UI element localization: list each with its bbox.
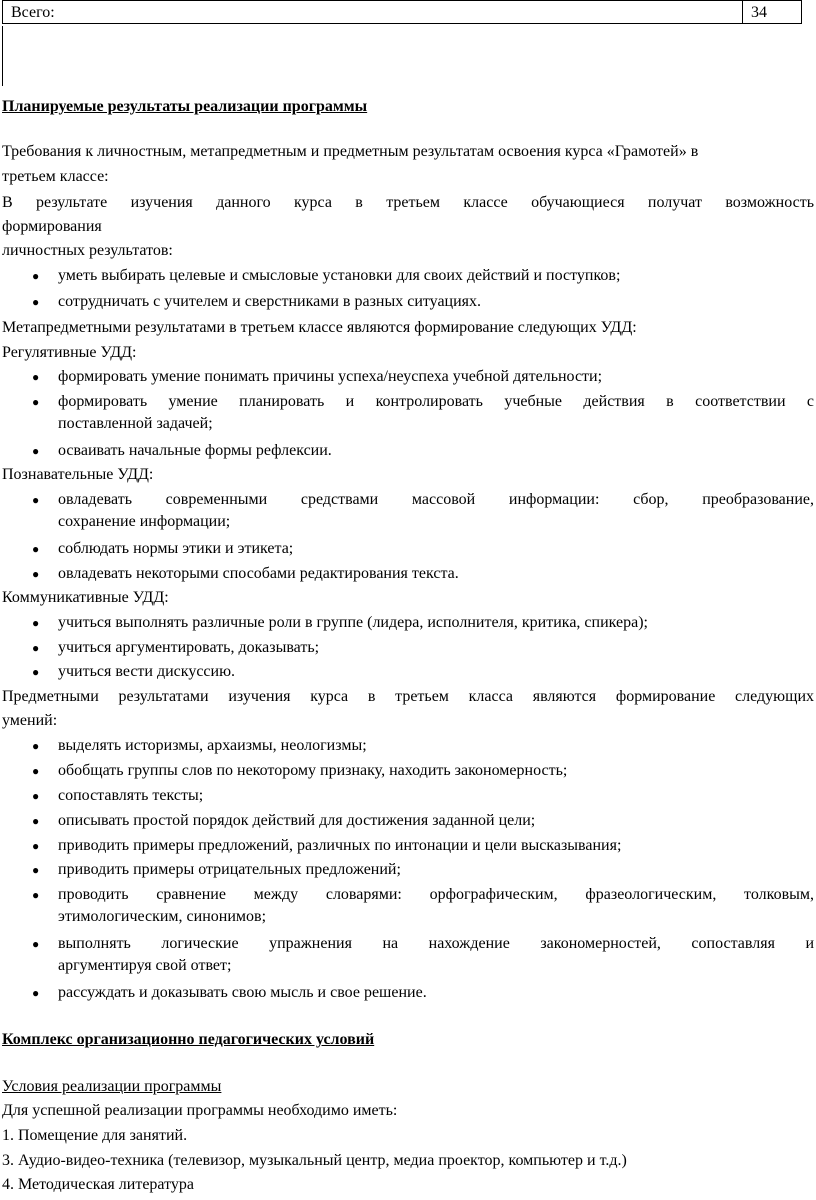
subject-line-1: Предметными результатами изучения курса в третьем класса являются формирование следующих <box>2 688 814 705</box>
meta-line: Метапредметными результатами в третьем классе являются формирование следующих УДД: <box>2 319 637 336</box>
intro-line-1: Требования к личностным, метапредметным и предметным результатам освоения курса «Грамотей» в <box>2 143 699 160</box>
requirement-item: 3. Аудио-видео-техника (телевизор, музыкальный центр, медиа проектор, компьютер и т.д.) <box>2 1152 627 1169</box>
subject-line-2: умений: <box>2 712 58 729</box>
section-heading-conditions: Комплекс организационно педагогических условий <box>2 1031 375 1048</box>
total-label: Всего: <box>2 0 742 24</box>
bullet-icon: ● <box>32 764 40 778</box>
bullet-icon: ● <box>32 937 40 951</box>
bullet-icon: ● <box>32 444 40 458</box>
intro-line-2: третьем классе: <box>2 168 109 185</box>
bullet-icon: ● <box>32 616 40 630</box>
requirement-item: 4. Методическая литература <box>2 1176 194 1193</box>
bullet-icon: ● <box>32 370 40 384</box>
result-line-1: В результате изучения данного курса в третьем классе обучающиеся получат возможность <box>2 194 814 211</box>
requirement-item: 1. Помещение для занятий. <box>2 1127 188 1144</box>
total-value: 34 <box>742 0 802 24</box>
bullet-icon: ● <box>32 888 40 902</box>
result-line-2: формирования <box>2 218 102 235</box>
table-left-border <box>2 26 3 86</box>
bullet-icon: ● <box>32 395 40 409</box>
regulative-label: Регулятивные УДД: <box>2 344 137 361</box>
personal-label: личностных результатов: <box>2 242 173 259</box>
bullet-icon: ● <box>32 814 40 828</box>
communicative-label: Коммуникативные УДД: <box>2 589 169 606</box>
total-row <box>0 0 816 26</box>
section-heading-results: Планируемые результаты реализации программы <box>2 98 368 115</box>
bullet-icon: ● <box>32 295 40 309</box>
bullet-icon: ● <box>32 665 40 679</box>
bullet-icon: ● <box>32 493 40 507</box>
bullet-icon: ● <box>32 542 40 556</box>
subheading-conditions: Условия реализации программы <box>2 1078 222 1095</box>
bullet-icon: ● <box>32 789 40 803</box>
need-line: Для успешной реализации программы необходимо иметь: <box>2 1102 398 1119</box>
bullet-icon: ● <box>32 839 40 853</box>
bullet-icon: ● <box>32 739 40 753</box>
bullet-icon: ● <box>32 641 40 655</box>
cognitive-label: Познавательные УДД: <box>2 466 154 483</box>
bullet-icon: ● <box>32 986 40 1000</box>
bullet-icon: ● <box>32 863 40 877</box>
bullet-icon: ● <box>32 269 40 283</box>
bullet-icon: ● <box>32 567 40 581</box>
